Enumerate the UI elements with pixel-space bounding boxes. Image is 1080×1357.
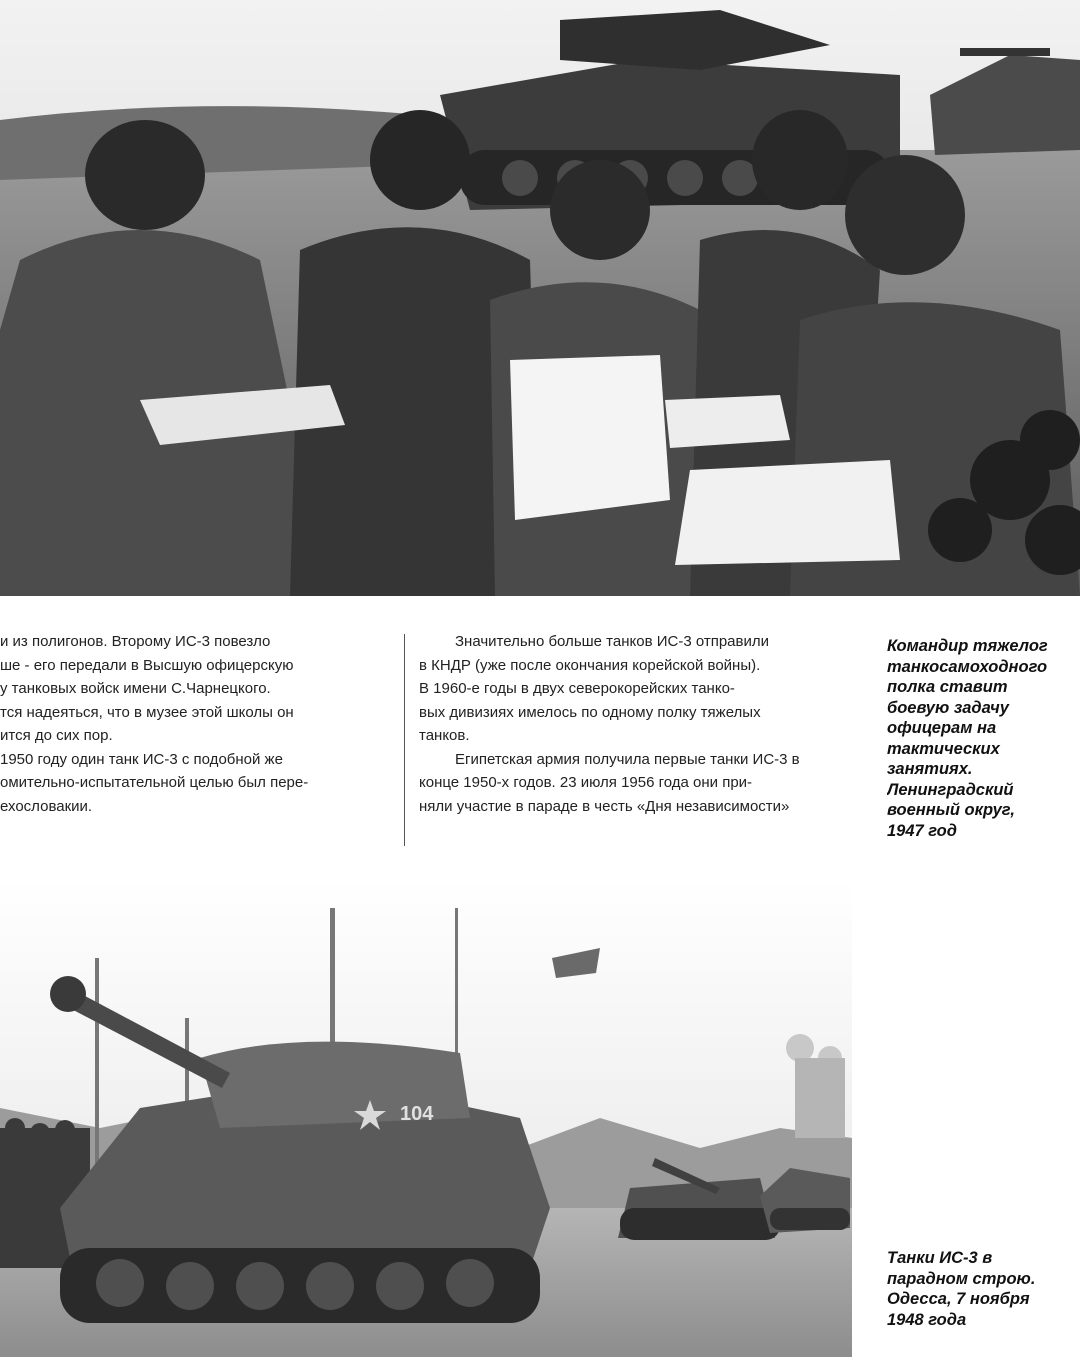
caption-line: военный округ,: [887, 801, 1015, 819]
photo-officers-with-maps: [0, 0, 1080, 596]
caption-line: тактических: [887, 739, 1000, 758]
caption-line: офицерам на: [887, 719, 997, 737]
photo-tank-parade: [0, 878, 852, 1357]
text-line: ше - его передали в Высшую офицерскую: [0, 656, 294, 674]
caption-line: Одесса, 7 ноября: [887, 1290, 1030, 1308]
caption-line: парадном строю.: [887, 1269, 1036, 1288]
caption-line: 1948 года: [887, 1310, 967, 1329]
photo-caption-officers: [887, 636, 1080, 841]
text-line: тся надеяться, что в музее этой школы он: [0, 703, 294, 721]
caption-line: Ленинградский: [887, 780, 1014, 799]
text-line: и из полигонов. Второму ИС-3 повезло: [0, 633, 271, 650]
text-line: вых дивизиях имелось по одному полку тяжелых: [419, 703, 761, 721]
text-line: конце 1950-х годов. 23 июля 1956 года они при-: [419, 774, 753, 791]
text-line: ехословакии.: [0, 797, 93, 815]
caption-line: Танки ИС-3 в: [887, 1249, 993, 1267]
text-line: в КНДР (уже после окончания корейской войны).: [419, 656, 761, 674]
article-column-middle: [419, 630, 854, 818]
caption-line: боевую задачу: [887, 698, 1009, 717]
text-line: у танковых войск имени С.Чарнецкого.: [0, 680, 271, 697]
text-line: няли участие в параде в честь «Дня независимости»: [419, 797, 790, 815]
photo-caption-parade: [887, 1248, 1080, 1330]
text-line: танков.: [419, 727, 470, 744]
caption-line: 1947 год: [887, 821, 957, 840]
caption-line: танкосамоходного: [887, 657, 1048, 676]
column-divider: [404, 634, 405, 846]
text-line: Египетская армия получила первые танки ИС-3 в: [455, 750, 800, 768]
turret-number: 104: [400, 1103, 434, 1125]
text-line: 1950 году один танк ИС-3 с подобной же: [0, 750, 283, 768]
caption-line: занятиях.: [887, 760, 973, 778]
text-line: омительно-испытательной целью был пере-: [0, 774, 309, 791]
text-line: ится до сих пор.: [0, 727, 113, 744]
text-line: В 1960-е годы в двух северокорейских танко-: [419, 680, 735, 697]
caption-line: Командир тяжелог: [887, 637, 1048, 655]
officers-photo-illustration: [0, 0, 1080, 596]
article-column-left: [0, 630, 388, 818]
caption-line: полка ставит: [887, 678, 1008, 696]
parade-photo-illustration: [0, 878, 852, 1357]
text-line: Значительно больше танков ИС-3 отправили: [455, 633, 769, 650]
